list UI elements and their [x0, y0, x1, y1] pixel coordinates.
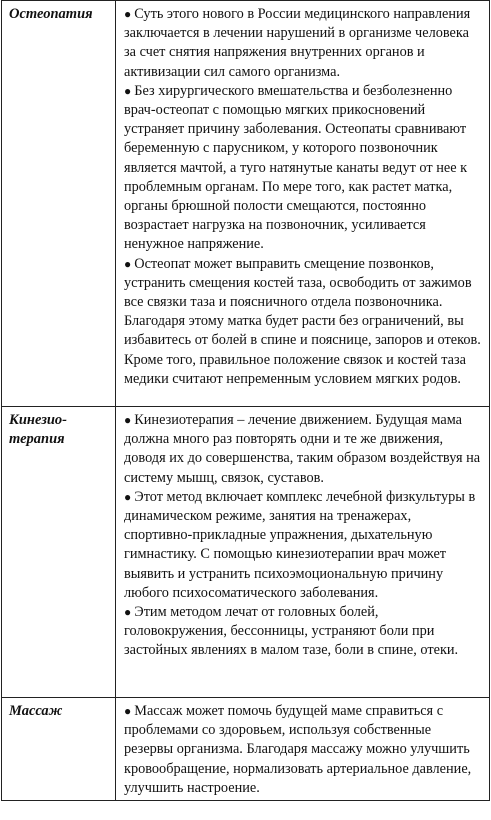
paragraph: ● Массаж может помочь будущей маме справиться с проблемами со здоровьем, используя собственные резервы организма. Благодаря массажу можно улучшить кровообращение, нормализовать артериальное давление, улучшить настроение. [124, 703, 472, 796]
bullet-icon: ● [124, 413, 132, 427]
term-cell [2, 1, 116, 407]
table-row [2, 1, 490, 407]
description-cell [116, 698, 490, 801]
table-row [2, 407, 490, 698]
bullet-icon: ● [124, 83, 132, 98]
term-cell [2, 407, 116, 698]
bullet-icon: ● [124, 7, 132, 21]
description-cell [116, 407, 490, 698]
bullet-icon: ● [124, 489, 132, 504]
paragraph: ● Остеопат может выправить смещение позвонков, устранить смещения костей таза, освободить от зажимов все связки таза и поясничного отдела позвоночника. Благодаря этому матка будет расти без ограничений, вы избавитесь от болей в спине и пояснице, запоров и отеков. Кроме того, правильное положение связок и костей таза медики считают непременным условием мягких родов. [124, 255, 481, 387]
paragraph: ● Кинезиотерапия – лечение движением. Будущая мама должна много раз повторять одни и те же движения, доводя их до совершенства, таким образом воздействуя на систему мышц, связок, суставов. [124, 412, 481, 486]
term-kinesiotherapy-line2: терапия [9, 431, 65, 447]
methods-table [1, 0, 490, 801]
term-massage: Массаж [9, 703, 63, 719]
bullet-icon: ● [124, 605, 132, 620]
term-cell [2, 698, 116, 801]
description-cell [116, 1, 490, 407]
bullet-icon: ● [124, 256, 132, 271]
term-kinesiotherapy-line1: Кинезио- [9, 412, 67, 428]
paragraph: ● Этот метод включает комплекс лечебной физкультуры в динамическом режиме, занятия на тренажерах, спортивно-прикладные упражнения, дыхательную гимнастику. С помощью кинезиотерапии врач может выявить и устранить психоэмоциональную причину любого психосоматического заболевания. [124, 488, 476, 601]
paragraph: ● Суть этого нового в России медицинского направления заключается в лечении нарушений в организме человека за счет снятия напряжения внутренних органов и активизации сил самого организма. [124, 6, 471, 80]
paragraph: ● Этим методом лечат от головных болей, головокружения, бессонницы, устраняют боли при застойных явлениях в малом тазе, боли в спине, отеки. [124, 604, 459, 659]
term-osteopathy: Остеопатия [9, 6, 93, 22]
paragraph: ● Без хирургического вмешательства и безболезненно врач-остеопат с помощью мягких прикосновений устраняет причину заболевания. Остеопаты сравнивают беременную с парусником, у которого позвоночник является мачтой, а туго натянутые канаты ведут от нее к проблемным органам. По мере того, как растет матка, органы брюшной полости смещаются, постоянно возрастает нагрузка на позвоночник, усиливается ненужное напряжение. [124, 82, 468, 253]
table-row [2, 698, 490, 801]
bullet-icon: ● [124, 704, 132, 718]
